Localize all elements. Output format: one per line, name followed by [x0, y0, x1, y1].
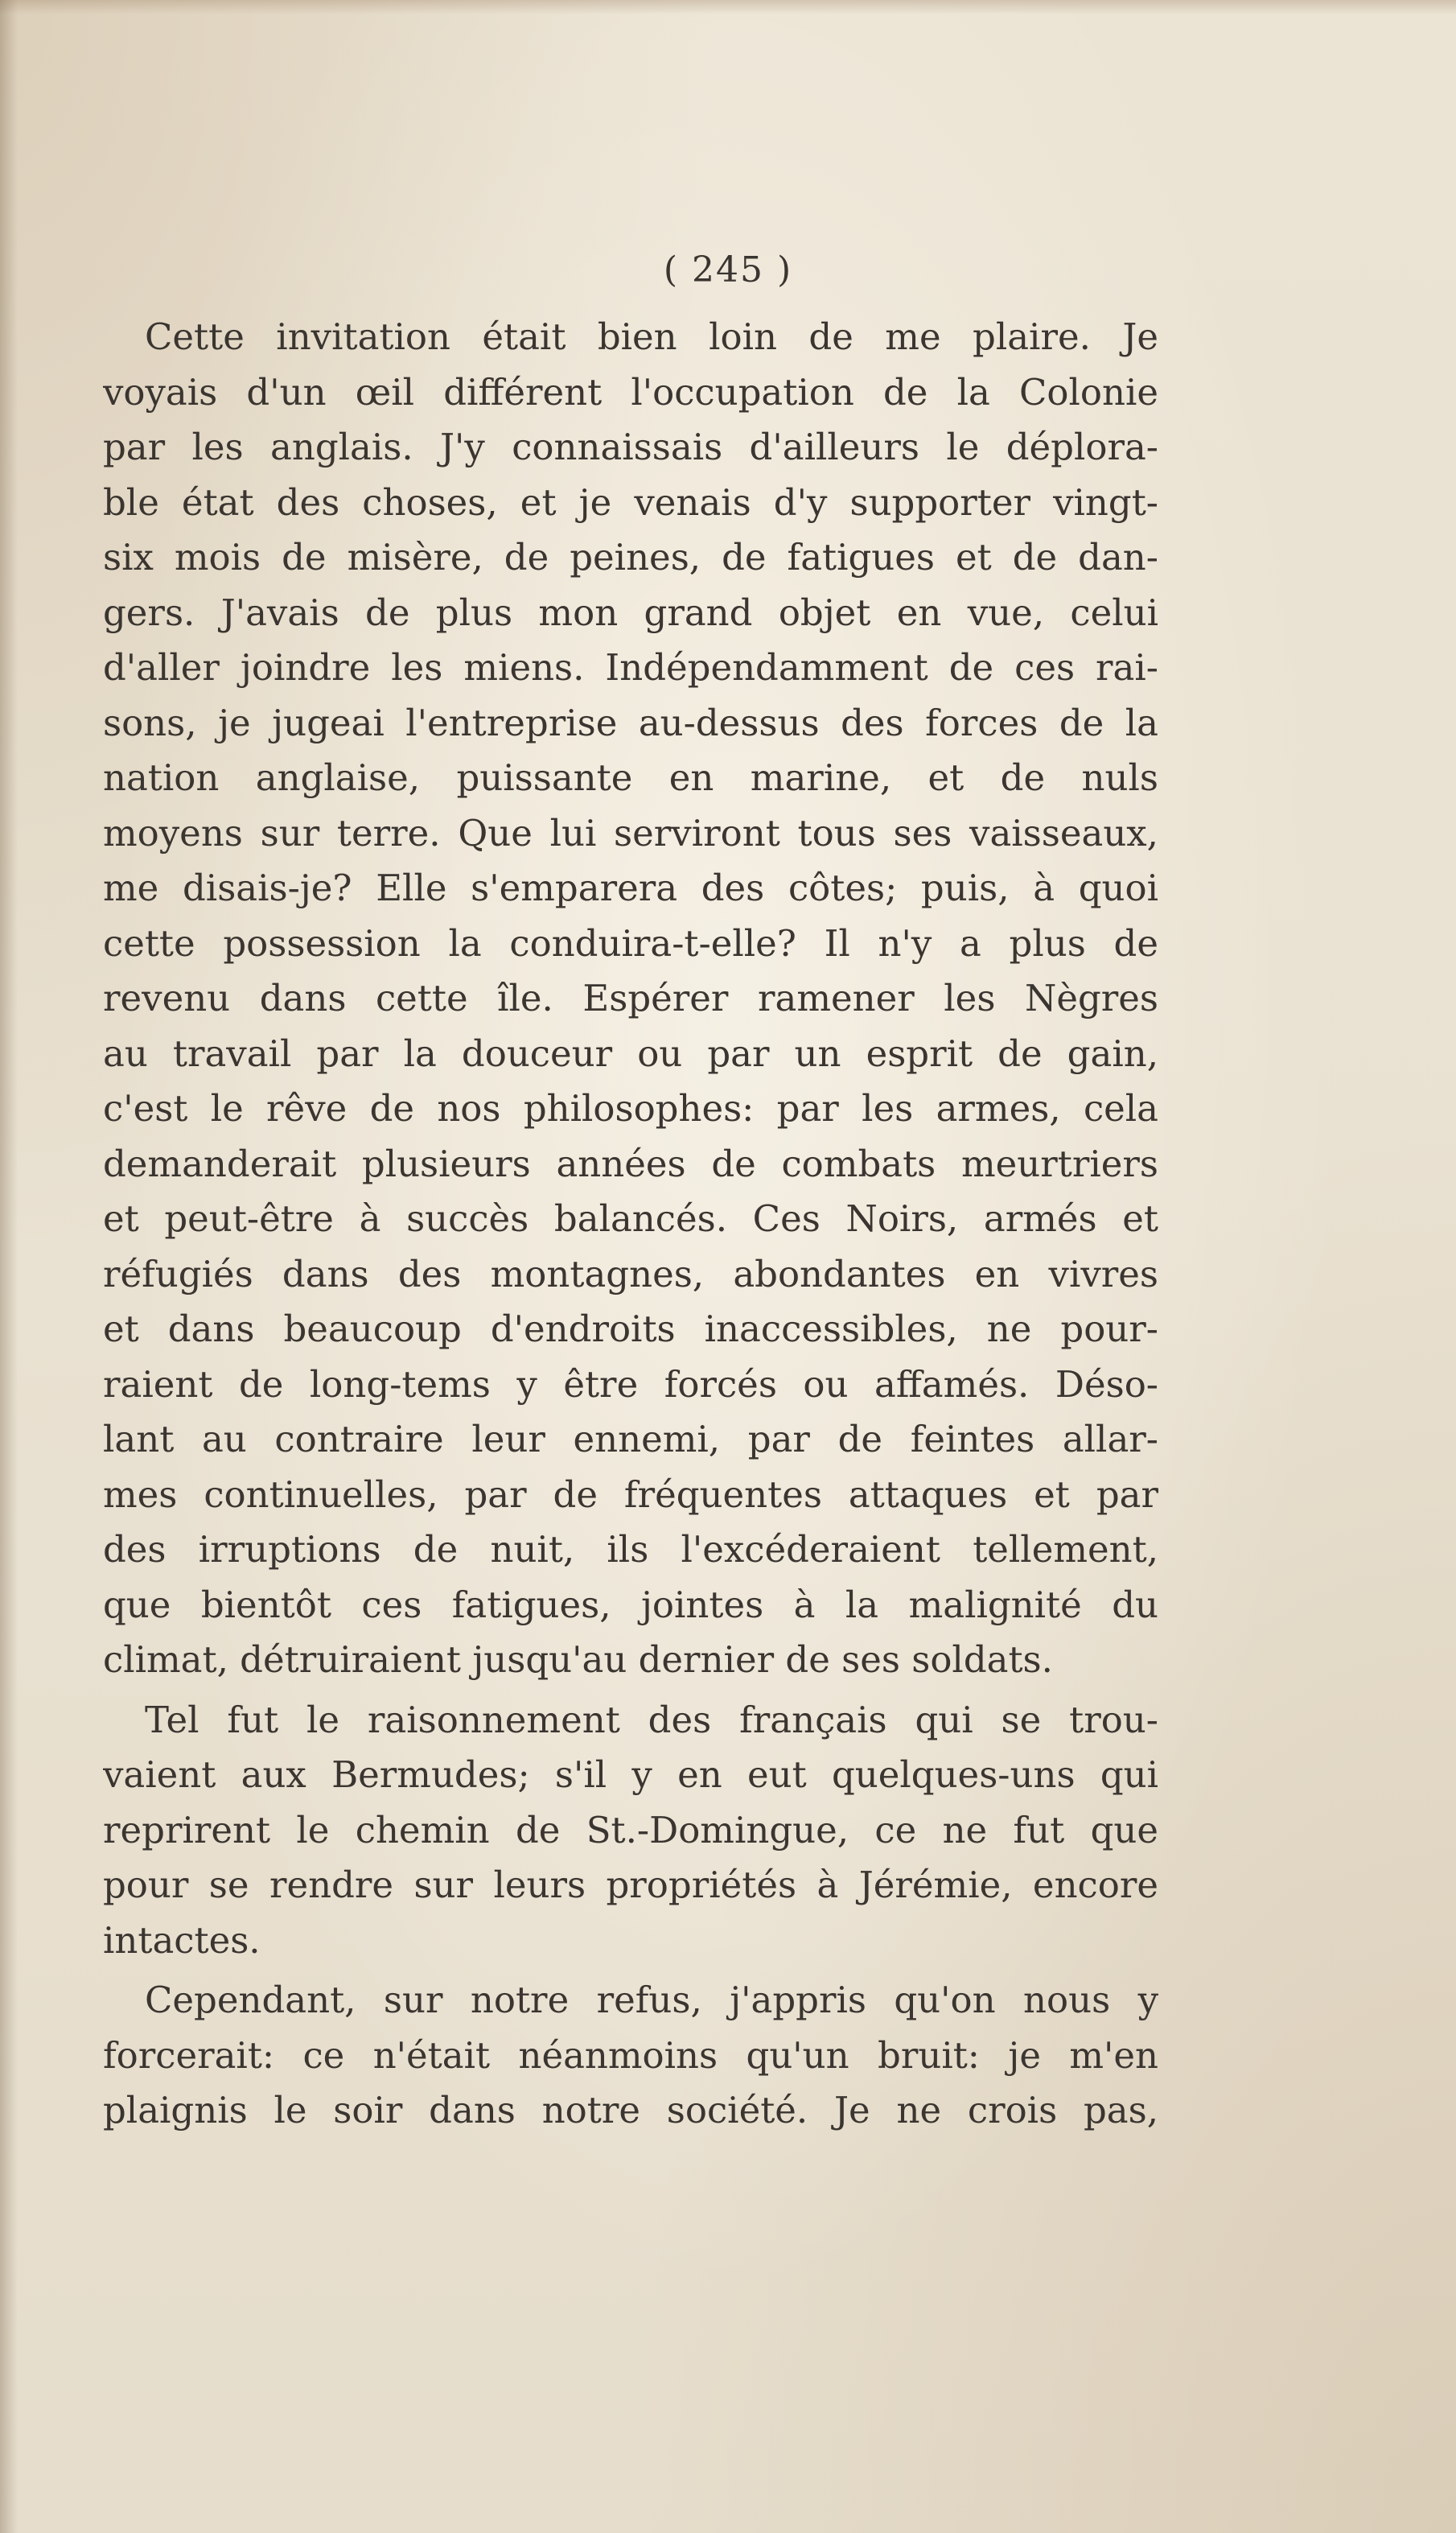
text-line: voyais d'un œil différent l'occupation de la Colonie — [103, 370, 1158, 414]
text-line: pour se rendre sur leurs propriétés à Jérémie, encore — [103, 1864, 1158, 1906]
text-line: forcerait: ce n'était néanmoins qu'un bruit: je m'en — [103, 2033, 1158, 2077]
page-top-shadow — [0, 0, 1456, 14]
text-line: gers. J'avais de plus mon grand objet en vue, celui — [103, 591, 1158, 634]
text-line: que bientôt ces fatigues, jointes à la malignité du — [103, 1583, 1158, 1626]
text-line: reprirent le chemin de St.-Domingue, ce ne fut que — [103, 1808, 1158, 1851]
text-line: et peut-être à succès balancés. Ces Noirs, armés et — [103, 1197, 1158, 1240]
text-line: Cependant, sur notre refus, j'appris qu'on nous y — [145, 1979, 1158, 2021]
paragraph-2 — [103, 1693, 1158, 1969]
text-line: intactes. — [103, 1918, 261, 1962]
text-line: raient de long-tems y être forcés ou affamés. Déso- — [103, 1362, 1158, 1406]
body-text — [103, 310, 1158, 2139]
paragraph-1 — [103, 310, 1158, 1688]
text-line: lant au contraire leur ennemi, par de feintes allar- — [103, 1418, 1158, 1460]
text-line: réfugiés dans des montagnes, abondantes en vivres — [103, 1252, 1158, 1295]
text-line: nation anglaise, puissante en marine, et de nuls — [103, 756, 1158, 799]
text-line: Cette invitation était bien loin de me plaire. Je — [145, 315, 1158, 358]
text-line: demanderait plusieurs années de combats meurtriers — [103, 1142, 1158, 1185]
text-line: au travail par la douceur ou par un esprit de gain, — [103, 1032, 1158, 1075]
text-line: mes continuelles, par de fréquentes attaques et par — [103, 1472, 1158, 1516]
text-line: moyens sur terre. Que lui serviront tous ses vaisseaux, — [103, 811, 1158, 855]
page-number: ( 245 ) — [663, 249, 793, 290]
text-line: sons, je jugeai l'entreprise au-dessus des forces de la — [103, 701, 1158, 744]
text-line: vaient aux Bermudes; s'il y en eut quelques-uns qui — [103, 1753, 1158, 1796]
text-line: d'aller joindre les miens. Indépendamment de ces rai- — [103, 646, 1158, 689]
text-line: ble état des choses, et je venais d'y supporter vingt- — [103, 480, 1158, 524]
paragraph-3 — [103, 1973, 1158, 2139]
text-line: plaignis le soir dans notre société. Je ne crois pas, — [103, 2089, 1158, 2131]
text-line: cette possession la conduira-t-elle? Il n'y a plus de — [103, 921, 1158, 965]
text-line: climat, détruiraient jusqu'au dernier de ses soldats. — [103, 1638, 1053, 1681]
text-line: des irruptions de nuit, ils l'excéderaient tellement, — [103, 1528, 1158, 1571]
text-line: me disais-je? Elle s'emparera des côtes; puis, à quoi — [103, 867, 1158, 909]
text-line: revenu dans cette île. Espérer ramener les Nègres — [103, 977, 1158, 1019]
text-line: et dans beaucoup d'endroits inaccessibles, ne pour- — [103, 1308, 1158, 1350]
text-line: par les anglais. J'y connaissais d'ailleurs le déplora- — [103, 426, 1158, 468]
text-line: six mois de misère, de peines, de fatigues et de dan- — [103, 536, 1158, 579]
page-binding-shadow — [0, 0, 18, 2533]
text-line: Tel fut le raisonnement des français qui se trou- — [145, 1698, 1158, 1741]
text-line: c'est le rêve de nos philosophes: par les armes, cela — [103, 1087, 1158, 1130]
